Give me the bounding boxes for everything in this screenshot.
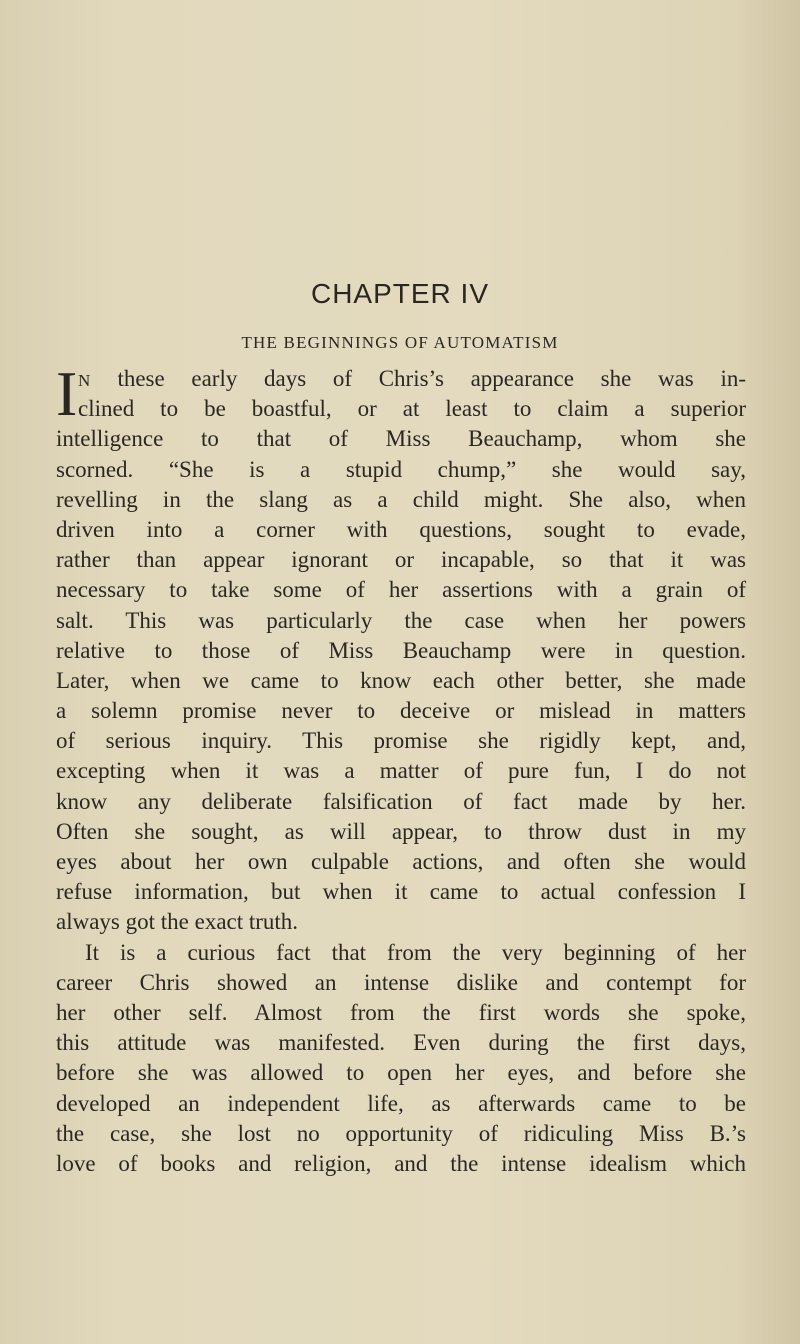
paragraph-2-line: career Chris showed an intense dislike and contempt for xyxy=(56,969,746,995)
first-word-smallcaps: N xyxy=(78,371,91,390)
chapter-title: CHAPTER IV xyxy=(310,278,490,309)
drop-cap: I xyxy=(56,358,78,429)
paragraph-2-line: developed an independent life, as afterwards came to be xyxy=(56,1090,746,1116)
paragraph-1-line: driven into a corner with questions, sought to evade, xyxy=(56,516,746,542)
paragraph-1-line: rather than appear ignorant or incapable, so that it was xyxy=(56,547,746,573)
paragraph-1-line: revelling in the slang as a child might. She also, when xyxy=(56,486,746,512)
paragraph-1-line: Often she sought, as will appear, to throw dust in my xyxy=(56,818,746,844)
body-text xyxy=(56,358,746,1179)
paragraph-2-line: before she was allowed to open her eyes, and before she xyxy=(56,1060,746,1086)
paragraph-2-line: her other self. Almost from the first words she spoke, xyxy=(56,999,746,1025)
paragraph-1-line: a solemn promise never to deceive or mislead in matters xyxy=(56,698,746,724)
paragraph-2 xyxy=(56,938,746,1180)
paragraph-1-line: Later, when we came to know each other better, she made xyxy=(56,667,746,693)
paragraph-1-line: N these early days of Chris’s appearance she was in- xyxy=(78,366,746,391)
chapter-subtitle: THE BEGINNINGS OF AUTOMATISM xyxy=(241,333,559,352)
paragraph-1-line: always got the exact truth. xyxy=(56,909,299,935)
paragraph-1-line: refuse information, but when it came to actual confession I xyxy=(56,879,746,905)
paragraph-2-line: love of books and religion, and the intense idealism which xyxy=(56,1150,746,1176)
paragraph-1-line: relative to those of Miss Beauchamp were in question. xyxy=(56,637,746,663)
paragraph-1 xyxy=(56,358,746,938)
paragraph-1-line: of serious inquiry. This promise she rigidly kept, and, xyxy=(56,728,746,754)
paragraph-1-line: excepting when it was a matter of pure fun, I do not xyxy=(56,758,746,784)
paragraph-2-line: It is a curious fact that from the very beginning of her xyxy=(85,939,746,965)
paragraph-1-line: eyes about her own culpable actions, and often she would xyxy=(56,849,746,874)
paragraph-1-line: salt. This was particularly the case when her powers xyxy=(56,607,746,633)
paragraph-1-line: necessary to take some of her assertions with a grain of xyxy=(56,577,746,603)
paragraph-2-line: this attitude was manifested. Even during the first days, xyxy=(56,1030,746,1056)
paragraph-1-line: scorned. “She is a stupid chump,” she would say, xyxy=(56,456,746,482)
paragraph-2-line: the case, she lost no opportunity of ridiculing Miss B.’s xyxy=(56,1120,746,1146)
paragraph-1-line: intelligence to that of Miss Beauchamp, whom she xyxy=(56,426,746,452)
paragraph-1-line: know any deliberate falsification of fact made by her. xyxy=(56,788,746,814)
paragraph-1-line: clined to be boastful, or at least to claim a superior xyxy=(78,396,746,422)
